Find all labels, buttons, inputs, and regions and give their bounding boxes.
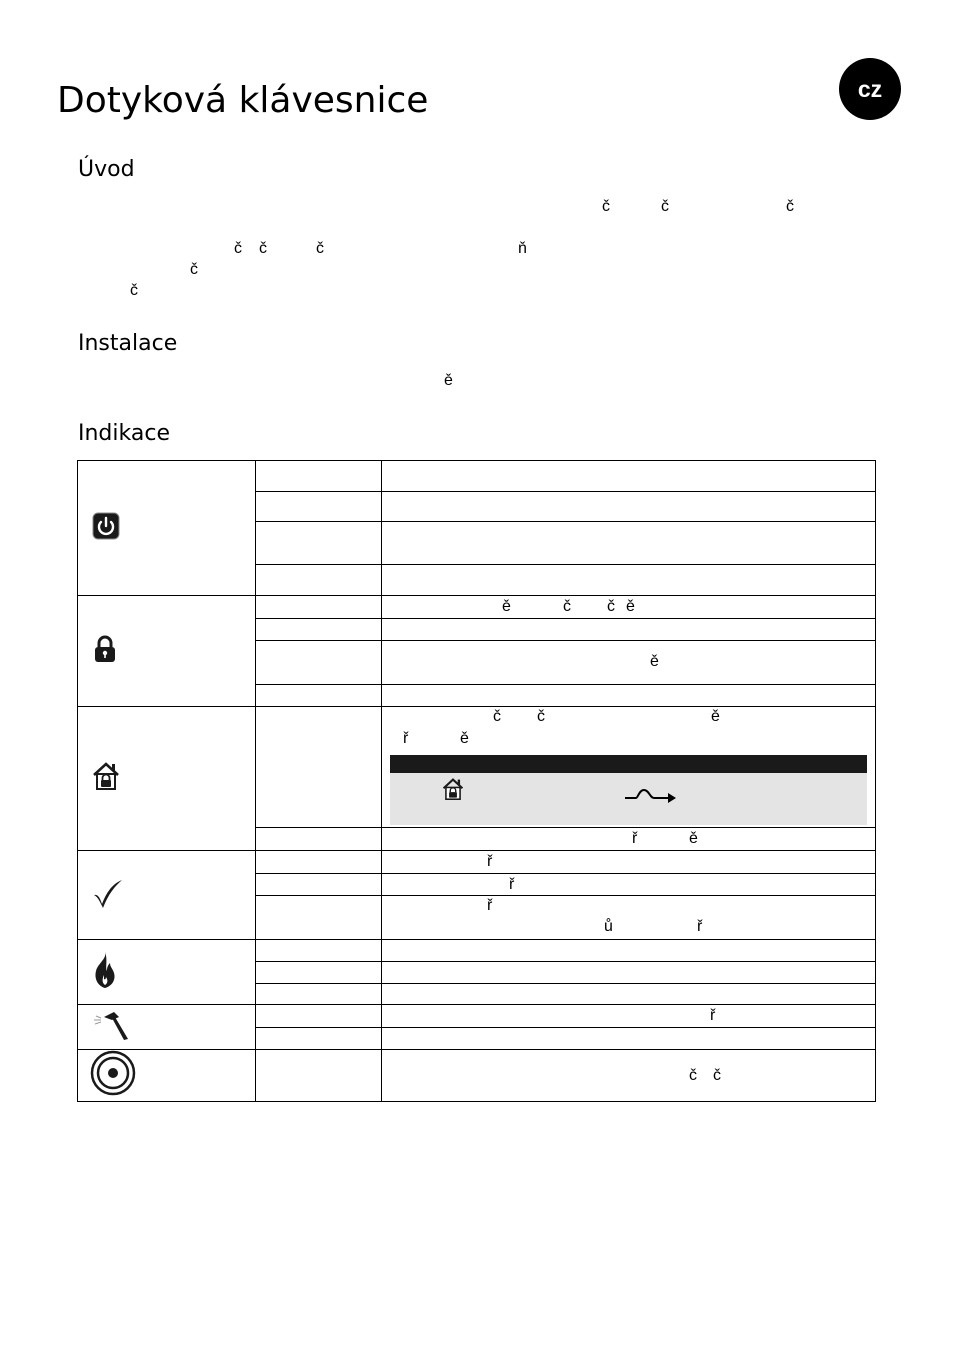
intro-fragment: č — [786, 198, 794, 215]
state-cell — [256, 828, 382, 851]
text-fragment: ě — [650, 653, 659, 670]
text-fragment: č — [493, 708, 501, 725]
install-fragment: ě — [444, 372, 453, 389]
state-cell — [256, 1050, 382, 1102]
icon-cell — [78, 1050, 256, 1102]
example-box — [390, 755, 867, 825]
state-cell — [256, 1028, 382, 1050]
text-fragment: ě — [689, 830, 698, 847]
text-fragment: č — [689, 1066, 697, 1084]
description-cell — [382, 984, 876, 1005]
target-icon — [90, 1050, 136, 1096]
description-cell — [382, 492, 876, 522]
text-fragment: ř — [710, 1007, 716, 1024]
text-fragment: ř — [487, 897, 493, 914]
page-title: Dotyková klávesnice — [57, 80, 429, 121]
text-fragment: ě — [460, 730, 469, 747]
state-cell — [256, 962, 382, 984]
state-cell — [256, 707, 382, 828]
text-fragment: ě — [711, 708, 720, 725]
intro-fragment: č — [234, 240, 242, 257]
text-fragment: č — [713, 1066, 721, 1084]
house-lock-icon — [92, 761, 120, 791]
description-cell — [382, 1050, 876, 1102]
text-fragment: ř — [509, 876, 515, 893]
description-cell — [382, 1005, 876, 1028]
state-cell — [256, 461, 382, 492]
description-cell — [382, 962, 876, 984]
lock-icon — [92, 634, 118, 664]
delay-arrow-icon — [624, 787, 678, 805]
intro-fragment: č — [259, 240, 267, 257]
intro-fragment: ň — [518, 240, 527, 257]
section-heading-install: Instalace — [78, 331, 178, 356]
state-cell — [256, 1005, 382, 1028]
section-heading-indication: Indikace — [78, 421, 170, 446]
text-fragment: ů — [604, 918, 613, 935]
table-row — [78, 1005, 876, 1028]
description-cell — [382, 1028, 876, 1050]
text-fragment: č — [563, 598, 571, 615]
house-lock-icon — [442, 777, 464, 801]
description-cell — [382, 707, 876, 828]
text-fragment: ě — [502, 598, 511, 615]
icon-cell — [78, 940, 256, 1005]
text-fragment: ř — [487, 853, 493, 870]
intro-fragment: č — [190, 261, 198, 278]
description-cell — [382, 596, 876, 619]
language-badge: cz — [839, 58, 901, 120]
description-cell — [382, 874, 876, 896]
hammer-icon — [92, 1009, 130, 1041]
table-row — [78, 851, 876, 874]
icon-cell — [78, 1005, 256, 1050]
table-row — [78, 461, 876, 492]
description-cell — [382, 522, 876, 565]
description-cell — [382, 685, 876, 707]
table-row — [78, 1050, 876, 1102]
description-cell — [382, 619, 876, 641]
state-cell — [256, 940, 382, 962]
text-fragment: ř — [403, 730, 409, 747]
state-cell — [256, 565, 382, 596]
state-cell — [256, 596, 382, 619]
text-fragment: ě — [626, 598, 635, 615]
text-fragment: ř — [697, 918, 703, 935]
table-row — [78, 940, 876, 962]
description-cell — [382, 851, 876, 874]
state-cell — [256, 874, 382, 896]
state-cell — [256, 851, 382, 874]
state-cell — [256, 641, 382, 685]
description-cell — [382, 641, 876, 685]
section-heading-intro: Úvod — [78, 157, 135, 182]
description-cell — [382, 461, 876, 492]
icon-cell — [78, 596, 256, 707]
description-cell — [382, 896, 876, 940]
state-cell — [256, 492, 382, 522]
checkmark-icon — [92, 877, 124, 909]
fire-icon — [92, 951, 118, 989]
state-cell — [256, 984, 382, 1005]
example-header-bar — [390, 755, 867, 773]
intro-fragment: č — [661, 198, 669, 215]
description-cell — [382, 940, 876, 962]
intro-fragment: č — [130, 282, 138, 299]
power-icon — [92, 512, 120, 540]
text-fragment: č — [537, 708, 545, 725]
state-cell — [256, 619, 382, 641]
icon-cell — [78, 707, 256, 851]
description-cell — [382, 565, 876, 596]
icon-cell — [78, 851, 256, 940]
table-row — [78, 596, 876, 619]
text-fragment: ř — [632, 830, 638, 847]
state-cell — [256, 522, 382, 565]
icon-cell — [78, 461, 256, 596]
table-row — [78, 707, 876, 828]
description-cell — [382, 828, 876, 851]
state-cell — [256, 896, 382, 940]
text-fragment: č — [607, 598, 615, 615]
intro-fragment: č — [316, 240, 324, 257]
indication-table — [77, 460, 876, 1102]
state-cell — [256, 685, 382, 707]
intro-fragment: č — [602, 198, 610, 215]
